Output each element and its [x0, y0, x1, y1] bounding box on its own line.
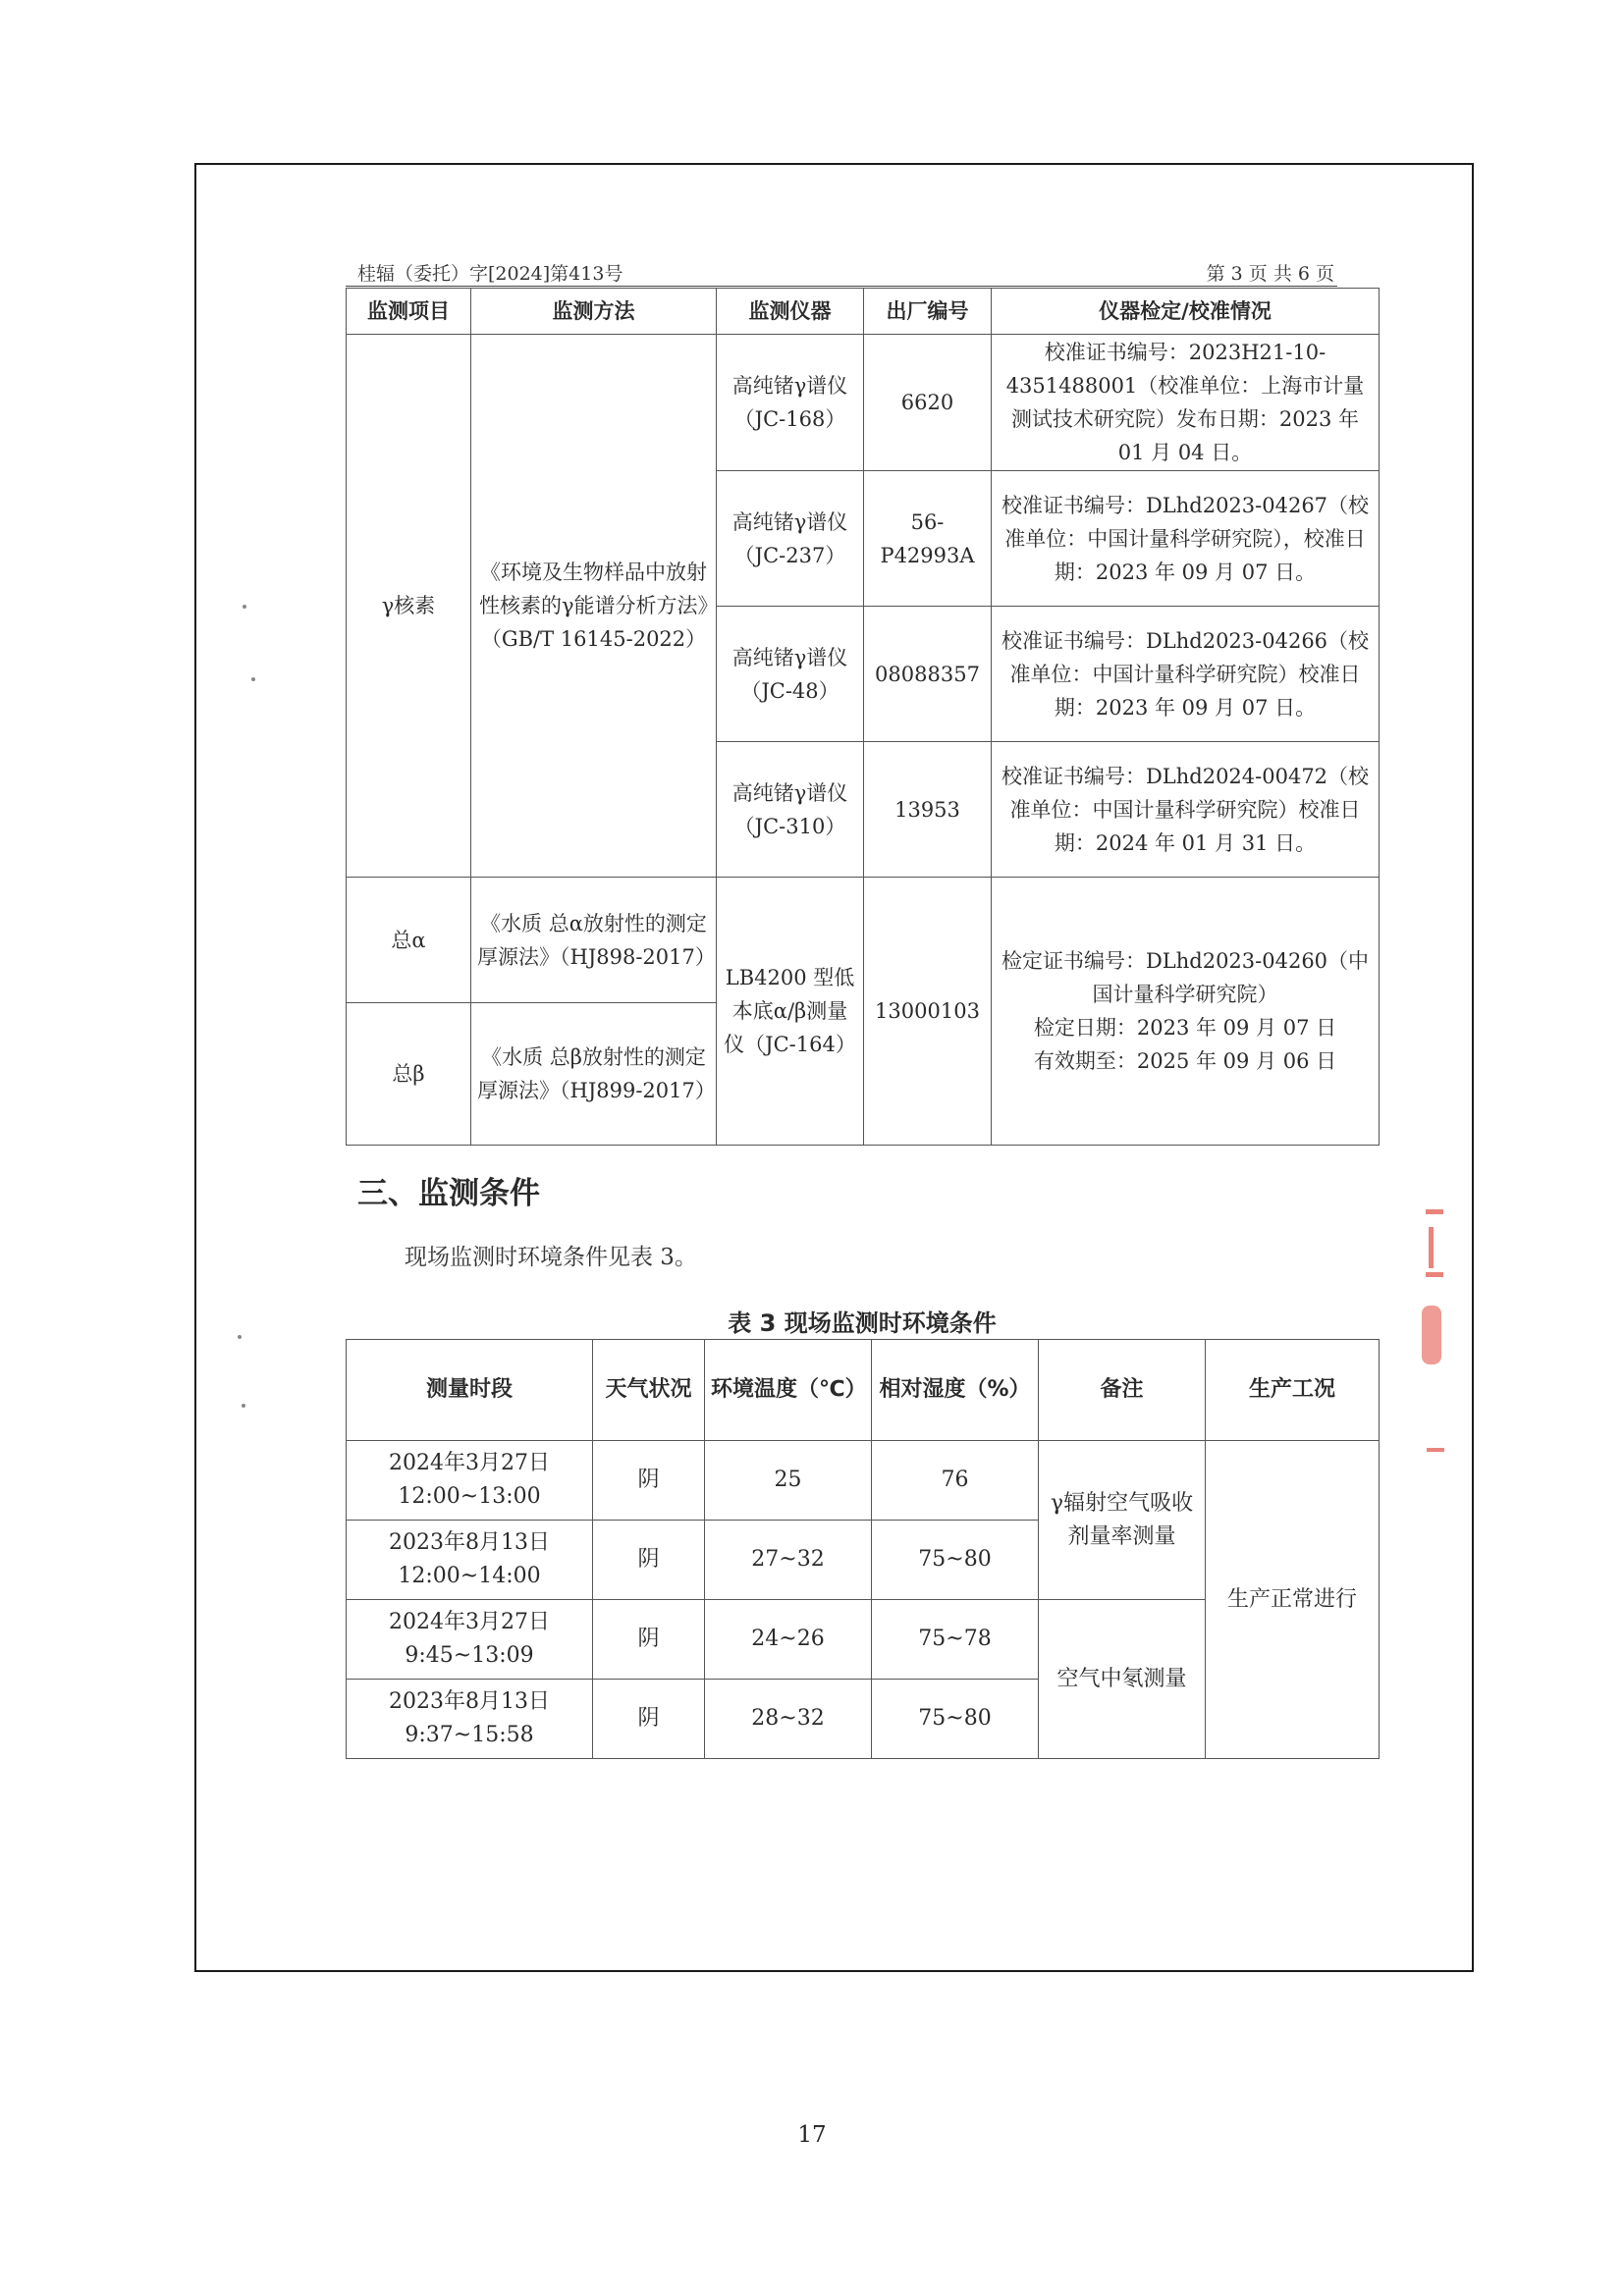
- instrument-table-header: [347, 289, 1380, 335]
- instrument-name: 高纯锗γ谱仪（JC-237）: [717, 471, 864, 607]
- calibration-info: 校准证书编号：DLhd2023-04266（校准单位：中国计量科学研究院）校准日期：2023 年 09 月 07 日。: [992, 607, 1380, 742]
- ab-instrument-name: LB4200 型低本底α/β测量仪（JC-164）: [717, 878, 864, 1146]
- serial-number: 56-P42993A: [864, 471, 992, 607]
- seal-fragment: [1426, 1272, 1443, 1277]
- ab-calibration-line: 有效期至：2025 年 09 月 06 日: [1033, 1049, 1337, 1073]
- table-row: [347, 335, 1380, 471]
- calibration-info: 校准证书编号：2023H21-10-4351488001（校准单位：上海市计量测试技术研究院）发布日期：2023 年 01 月 04 日。: [992, 335, 1380, 471]
- note-cell: γ辐射空气吸收剂量率测量: [1039, 1441, 1206, 1600]
- table-row: [347, 878, 1380, 1003]
- ab-calibration-line: 检定证书编号：DLhd2023-04260（中国计量科学研究院）: [1001, 949, 1370, 1006]
- col-production: 生产工况: [1206, 1340, 1380, 1441]
- document-number: 桂辐（委托）字[2024]第413号: [357, 263, 623, 285]
- instrument-name: 高纯锗γ谱仪（JC-310）: [717, 742, 864, 878]
- instrument-name: 高纯锗γ谱仪（JC-48）: [717, 607, 864, 742]
- table-caption: 表 3 现场监测时环境条件: [728, 1309, 997, 1337]
- humidity-cell: 75~80: [872, 1521, 1039, 1600]
- seal-fragment: [1427, 1448, 1444, 1452]
- col-weather: 天气状况: [593, 1340, 705, 1441]
- calibration-info: 校准证书编号：DLhd2023-04267（校准单位：中国计量科学研究院），校准日期：2023 年 09 月 07 日。: [992, 471, 1380, 607]
- alpha-method: 《水质 总α放射性的测定 厚源法》（HJ898-2017）: [471, 878, 717, 1003]
- period-cell: 2023年8月13日 12:00~14:00: [347, 1521, 593, 1600]
- beta-item: 总β: [347, 1003, 471, 1146]
- instrument-name: 高纯锗γ谱仪（JC-168）: [717, 335, 864, 471]
- scan-speck: [251, 677, 255, 681]
- beta-method: 《水质 总β放射性的测定 厚源法》（HJ899-2017）: [471, 1003, 717, 1146]
- period-cell: 2024年3月27日 9:45~13:09: [347, 1600, 593, 1680]
- gamma-item: γ核素: [347, 335, 471, 878]
- ab-calibration-info: [992, 878, 1380, 1146]
- instrument-table: [346, 288, 1380, 1146]
- scan-speck: [243, 605, 246, 609]
- scan-speck: [238, 1335, 242, 1339]
- serial-number: 6620: [864, 335, 992, 471]
- humidity-cell: 76: [872, 1441, 1039, 1521]
- note-cell: 空气中氡测量: [1039, 1600, 1206, 1759]
- section-title: 三、监测条件: [357, 1176, 540, 1211]
- ab-calibration-line: 检定日期：2023 年 09 月 07 日: [1033, 1016, 1337, 1040]
- env-table-header: [347, 1340, 1380, 1441]
- col-instrument: 监测仪器: [717, 289, 864, 335]
- col-humidity: 相对湿度（%）: [872, 1340, 1039, 1441]
- seal-fragment: [1426, 1209, 1443, 1214]
- seal-fragment: [1429, 1227, 1434, 1268]
- col-item: 监测项目: [347, 289, 471, 335]
- page-number: 17: [797, 2122, 827, 2148]
- scan-speck: [242, 1404, 245, 1408]
- table-row: [347, 1441, 1380, 1521]
- section-intro: 现场监测时环境条件见表 3。: [405, 1245, 697, 1270]
- temperature-cell: 24~26: [705, 1600, 872, 1680]
- calibration-info: 校准证书编号：DLhd2024-00472（校准单位：中国计量科学研究院）校准日期：2024 年 01 月 31 日。: [992, 742, 1380, 878]
- humidity-cell: 75~80: [872, 1680, 1039, 1759]
- temperature-cell: 25: [705, 1441, 872, 1521]
- col-calibration: 仪器检定/校准情况: [992, 289, 1380, 335]
- temperature-cell: 28~32: [705, 1680, 872, 1759]
- alpha-item: 总α: [347, 878, 471, 1003]
- period-cell: 2024年3月27日 12:00~13:00: [347, 1441, 593, 1521]
- col-note: 备注: [1039, 1340, 1206, 1441]
- gamma-method: 《环境及生物样品中放射性核素的γ能谱分析方法》（GB/T 16145-2022）: [471, 335, 717, 878]
- production-cell: 生产正常进行: [1206, 1441, 1380, 1759]
- weather-cell: 阴: [593, 1600, 705, 1680]
- weather-cell: 阴: [593, 1680, 705, 1759]
- humidity-cell: 75~78: [872, 1600, 1039, 1680]
- page-info: 第 3 页 共 6 页: [1206, 263, 1334, 285]
- col-method: 监测方法: [471, 289, 717, 335]
- weather-cell: 阴: [593, 1441, 705, 1521]
- serial-number: 13953: [864, 742, 992, 878]
- serial-number: 08088357: [864, 607, 992, 742]
- header-rule: [346, 286, 1337, 287]
- col-period: 测量时段: [347, 1340, 593, 1441]
- env-conditions-table: [346, 1339, 1380, 1759]
- seal-fragment: [1422, 1306, 1441, 1364]
- ab-serial-number: 13000103: [864, 878, 992, 1146]
- col-serial: 出厂编号: [864, 289, 992, 335]
- col-temperature: 环境温度（℃）: [705, 1340, 872, 1441]
- period-cell: 2023年8月13日 9:37~15:58: [347, 1680, 593, 1759]
- weather-cell: 阴: [593, 1521, 705, 1600]
- temperature-cell: 27~32: [705, 1521, 872, 1600]
